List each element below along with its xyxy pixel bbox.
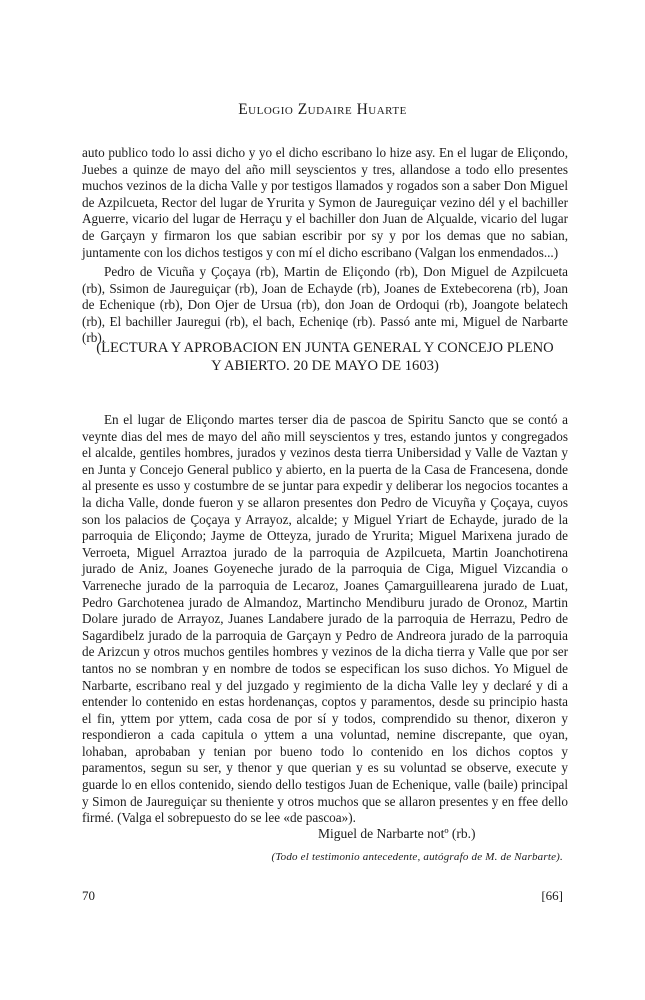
paragraph-auto-publico: auto publico todo lo assi dicho y yo el dicho escribano lo hize asy. En el lugar de Eliçondo, Juebes a quinze de mayo del año mill seyscientos y tres, allandose a todo ello presentes muchos vezinos de la dicha Valle y por testigos llamados y rogados son a saber Don Miguel de Azpilcueta, Rector del lugar de Yrurita y Symon de Jaureguiçar vezino dél y el bachiller Aguerre, vicario del lugar de Herraçu y el bachiller don Juan de Alçualde, vicario del lugar de Garçayn y firmaron los que sabian escribir por sy y por los demas que no sabian, juntamente con los dichos testigos y con mí el dicho escribano (Valgan los enmendados...)	[82, 145, 568, 260]
paragraph-junta-general: En el lugar de Eliçondo martes terser dia de pascoa de Spiritu Sancto que se contó a veynte dias del mes de mayo del año mill seyscientos y tres, estando juntos y congregados el alcalde, gentiles hombres, jurados y vezinos desta tierra Unibersidad y Valle de Vaztan y en Junta y Concejo General publico y abierto, en la puerta de la Casa de Francesena, donde al presente es usso y costumbre de se juntar para expedir y deliberar los negocios tocantes a la dicha Valle, donde fueron y se allaron presentes don Pedro de Vicuyña y Çoçaya, cuyos son los palacios de Çoçaya y Arrayoz, alcalde; y Miguel Yriart de Echayde, jurado de la parroquia de Eliçondo; Jayme de Otteyza, jurado de Yrurita; Miguel Marixena jurado de Verroeta, Miguel Arraztoa jurado de la parroquia de Azpilcueta, Martin Joanchotirena jurado de Aniz, Joanes Goyeneche jurado de la parroquia de Ciga, Miguel Vizcandia o Varreneche jurado de la parroquia de Lecaroz, Joanes Çamarguillearena jurado de Luat, Pedro Garchotenea jurado de Almandoz, Martincho Mendiburu jurado de Oronoz, Martin Dolare jurado de Arrayoz, Juanes Landabere jurado de la parroquia de Herrazu, Pedro de Sagardibelz jurado de la parroquia de Garçayn y Pedro de Andreora jurado de la parroquia de Arizcun y otros muchos gentiles hombres y vezinos de la dicha tierra y Valle que por ser tantos no se nombran y en nombre de todos se especifican los suso dichos. Yo Miguel de Narbarte, escribano real y del juzgado y regimiento de la dicha Valle ley y declaré y di a entender lo contenido en estas hordenanças, coptos y paramentos, desde su principio hasta el fin, yttem por yttem, cada cosa de por sí y todos, comprendido su thenor, dixeron y respondieron a cada capitula o yttem a una voluntad, nemine discrepante, que oyan, lohaban, aprobaban y tenian por bueno todo lo contenido en los dichos coptos y paramentos, segun su ser, y thenor y que querian y es su voluntad se observe, execute y guarde lo en ellos contenido, siendo dello testigos Juan de Echenique, valle (baile) principal y Simon de Jaureguiçar su theniente y otros muchos que se allaron presentes y en ffee dello firmé. (Valga el sobrepuesto do se lee «de pascoa»).	[82, 412, 568, 826]
attribution-note: (Todo el testimonio antecedente, autógrafo de M. de Narbarte).	[271, 851, 563, 863]
running-header-author: Eulogio Zudaire Huarte	[238, 101, 407, 118]
running-header	[0, 101, 645, 119]
bracket-page-number: [66]	[541, 888, 563, 903]
paragraph-signatories: Pedro de Vicuña y Çoçaya (rb), Martin de Eliçondo (rb), Don Miguel de Azpilcueta (rb), Ssimon de Jaureguiçar (rb), Joan de Echayde (rb), Joanes de Extebecorena (rb), Joan de Echenique (rb), Don Ojer de Ursua (rb), don Joan de Ordoqui (rb), Joangote belatech (rb), El bachiller Jauregui (rb), el bach, Echeniqe (rb). Passó ante mi, Miguel de Narbarte (rb).	[82, 264, 568, 346]
section-title-line-2: Y ABIERTO. 20 DE MAYO DE 1603)	[211, 357, 439, 374]
section-title-line-1: (LECTURA Y APROBACION EN JUNTA GENERAL Y CONCEJO PLENO	[96, 340, 554, 356]
signature-line: Miguel de Narbarte notº (rb.)	[318, 826, 476, 841]
section-title	[82, 340, 568, 375]
page-number: 70	[82, 888, 95, 903]
